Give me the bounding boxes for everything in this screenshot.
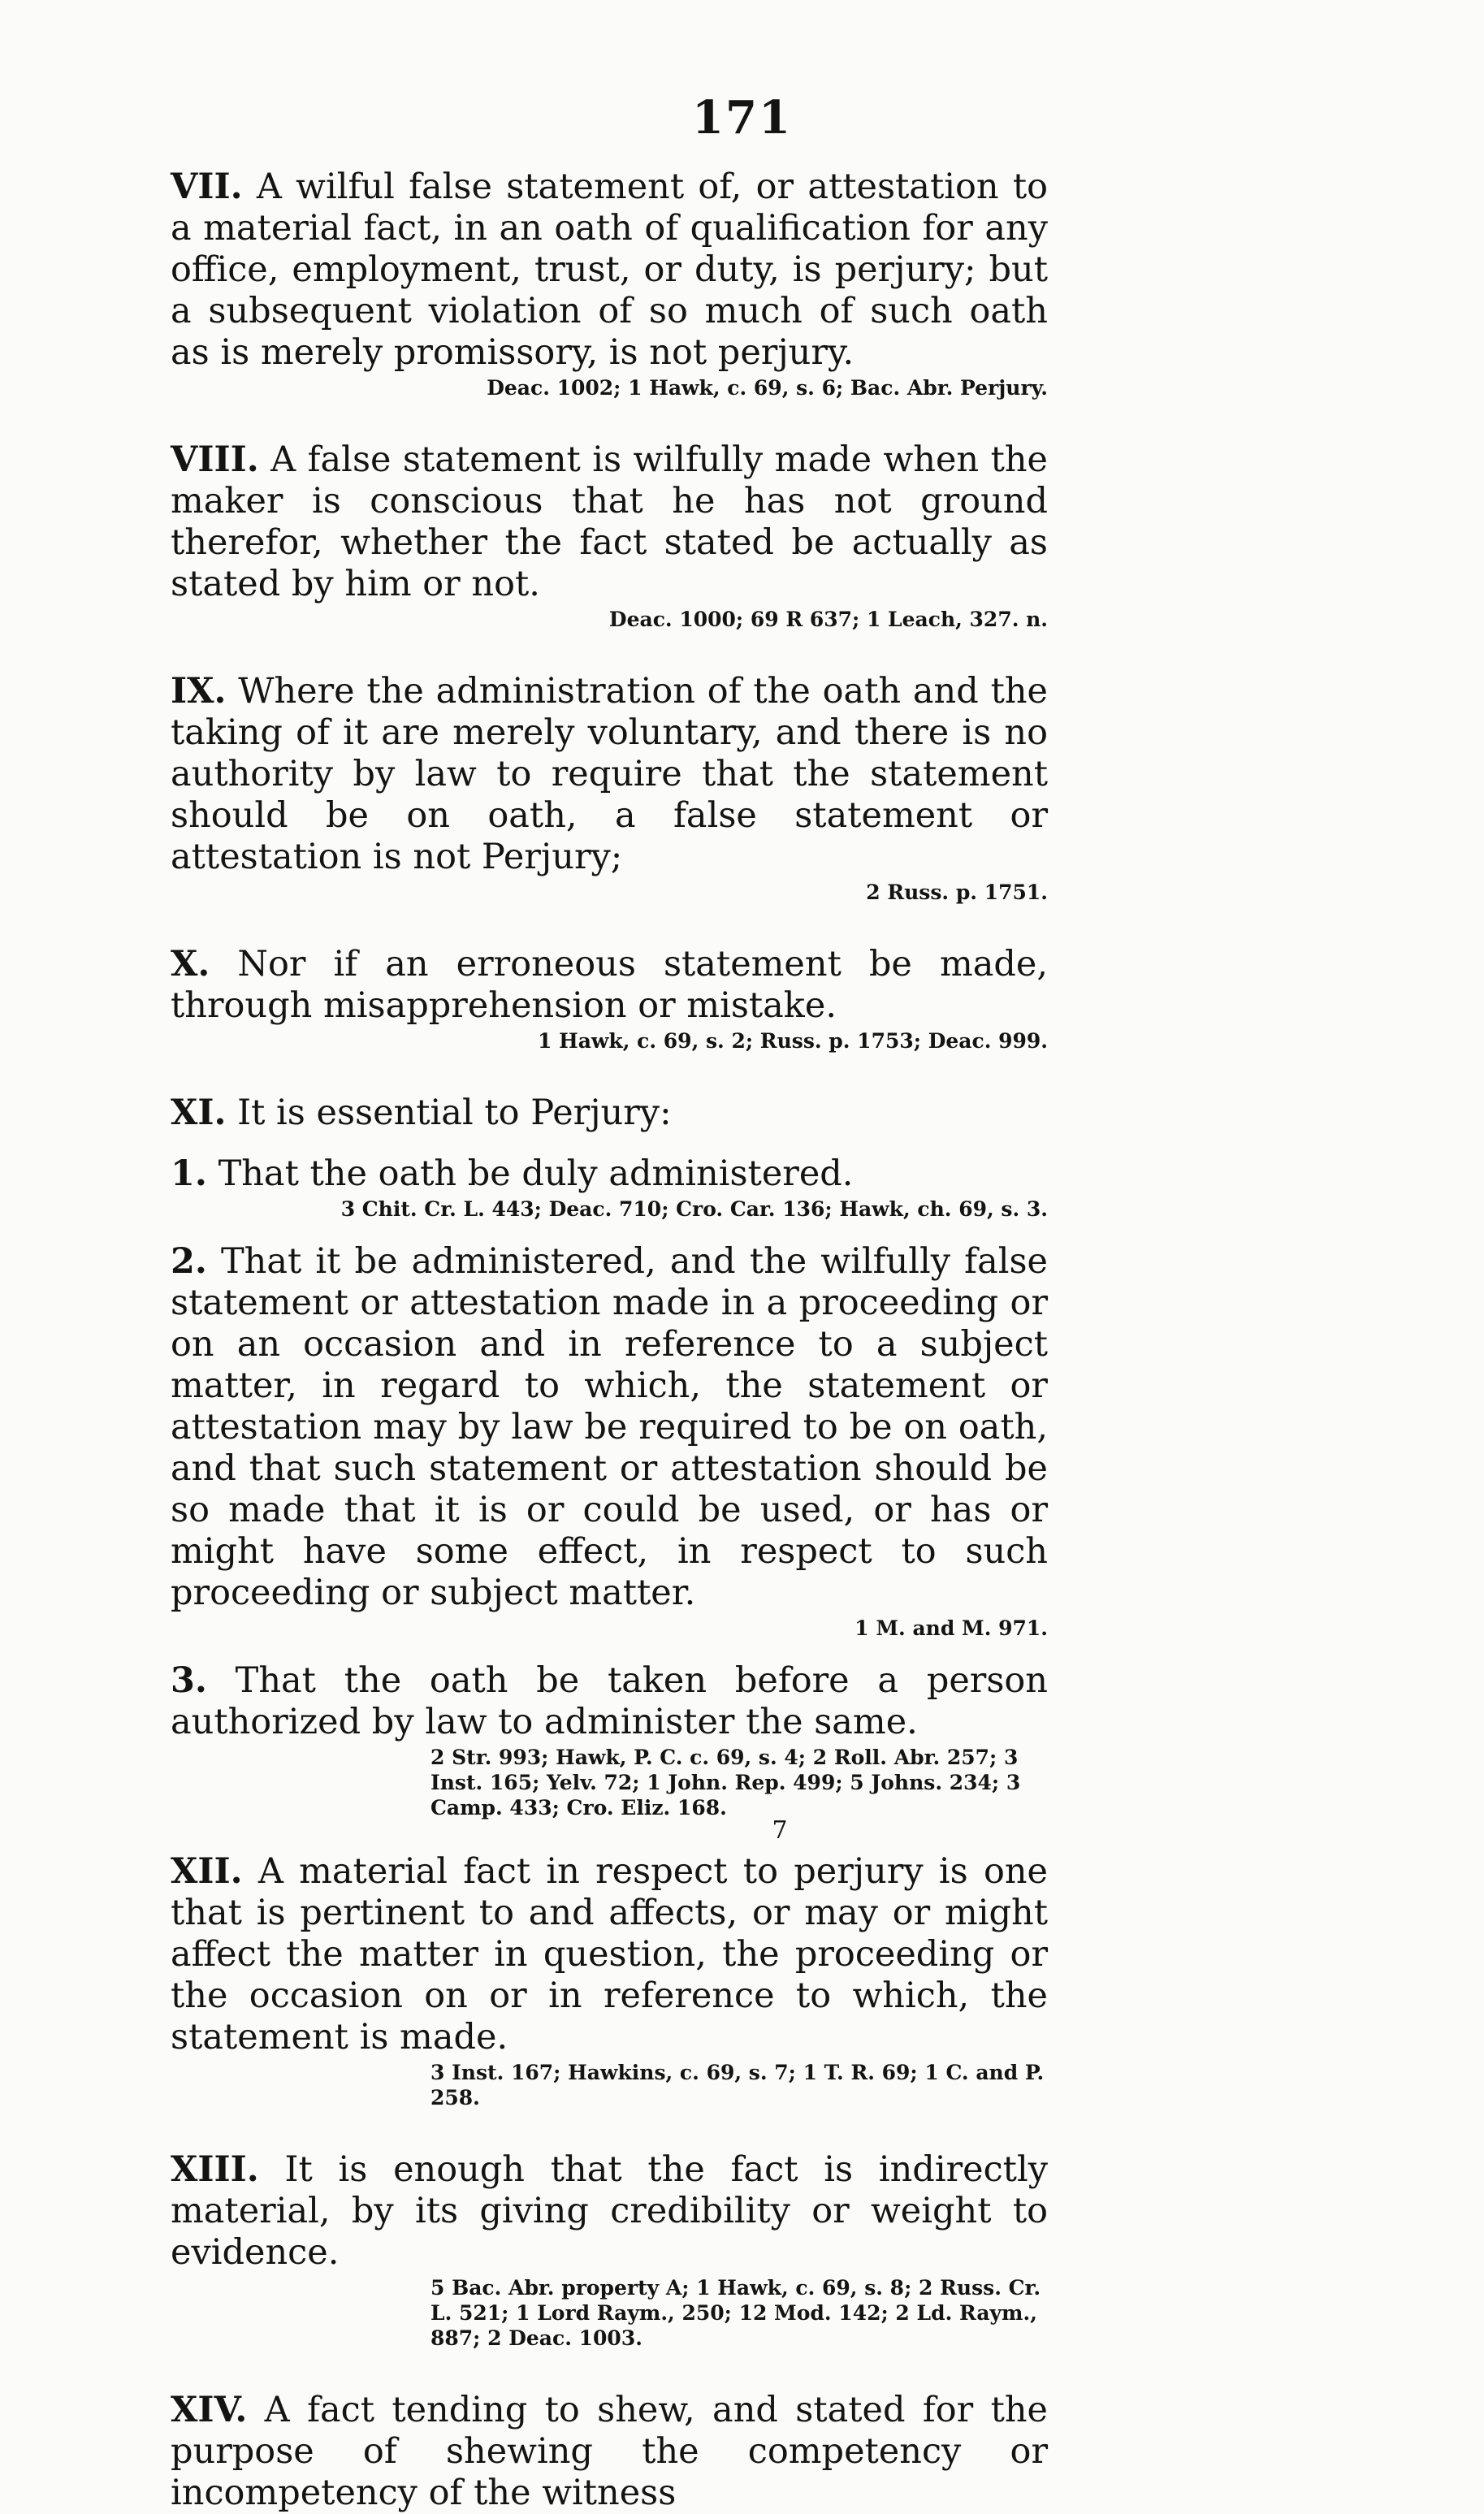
section-number: XI. — [171, 1093, 227, 1133]
citation: 1 M. and M. 971. — [854, 1616, 1048, 1640]
citation: 3 Inst. 167; Hawkins, c. 69, s. 7; 1 T. R. 69; 1 C. and P. 258. — [430, 2061, 1045, 2109]
section-number: VIII. — [171, 439, 259, 480]
section-text: A fact tending to shew, and stated for the purpose of shewing the competency or incompetency of the witness — [171, 2390, 1048, 2513]
page-body — [171, 167, 1048, 2514]
section-xii — [171, 1851, 1048, 2058]
section-text: It is enough that the fact is indirectly material, by its giving credibility or weight to evidence. — [171, 2149, 1048, 2273]
clause-number: 1. — [171, 1153, 207, 1194]
section-x — [171, 944, 1048, 1027]
section-number: XII. — [171, 1851, 243, 1892]
section-xi — [171, 1093, 1048, 1134]
section-number: X. — [171, 944, 210, 984]
citation: 1 Hawk, c. 69, s. 2; Russ. p. 1753; Deac. 999. — [537, 1029, 1048, 1053]
section-text: A wilful false statement of, or attestation to a material fact, in an oath of qualification for any office, employment, trust, or duty, is perjury; but a subsequent violation of so much of such oath as is merely promissory, is not perjury. — [171, 167, 1049, 373]
clause-2 — [171, 1241, 1048, 1614]
section-text: Where the administration of the oath and the taking of it are merely voluntary, and there is no authority by law to require that the statement should be on oath, a false statement or attestation is not Perjury; — [171, 671, 1048, 877]
section-xiii — [171, 2149, 1048, 2274]
clause-1 — [171, 1153, 1048, 1195]
section-text: Nor if an erroneous statement be made, through misapprehension or mistake. — [171, 944, 1048, 1026]
citation: Deac. 1000; 69 R 637; 1 Leach, 327. n. — [608, 608, 1048, 631]
clause-3 — [171, 1660, 1048, 1743]
section-number: IX. — [171, 671, 227, 712]
clause-number: 2. — [171, 1241, 207, 1282]
section-vii — [171, 167, 1048, 374]
citation: 2 Str. 993; Hawk, P. C. c. 69, s. 4; 2 Roll. Abr. 257; 3 Inst. 165; Yelv. 72; 1 John. Rep. 499; 5 Johns. 234; 3 Camp. 433; Cro. Eliz. 168. — [430, 1746, 1021, 1820]
marginal-mark: 7 — [772, 1816, 788, 1845]
citation: 3 Chit. Cr. L. 443; Deac. 710; Cro. Car. 136; Hawk, ch. 69, s. 3. — [340, 1197, 1048, 1221]
section-text: A false statement is wilfully made when the maker is conscious that he has not ground therefor, whether the fact stated be actually as stated by him or not. — [171, 439, 1048, 604]
section-number: VII. — [171, 167, 243, 207]
section-number: XIII. — [171, 2149, 259, 2190]
clause-text: That the oath be duly administered. — [218, 1153, 854, 1194]
section-text: A material fact in respect to perjury is one that is pertinent to and affects, or may or might affect the matter in question, the proceeding or the occasion on or in reference to which, the statement is made. — [171, 1851, 1048, 2057]
clause-text: That it be administered, and the wilfully false statement or attestation made in a proceeding or on an occasion and in reference to a subject matter, in regard to which, the statement or attestation may by law be required to be on oath, and that such statement or attestation should be so made that it is or could be used, or has or might have some effect, in respect to such proceeding or subject matter. — [171, 1241, 1048, 1613]
citation: 5 Bac. Abr. property A; 1 Hawk, c. 69, s. 8; 2 Russ. Cr. L. 521; 1 Lord Raym., 250; 12 Mod. 142; 2 Ld. Raym., 887; 2 Deac. 1003. — [430, 2276, 1041, 2350]
section-number: XIV. — [171, 2390, 248, 2430]
section-ix — [171, 671, 1048, 878]
section-text: It is essential to Perjury: — [237, 1093, 672, 1133]
section-xiv — [171, 2390, 1048, 2514]
citation: Deac. 1002; 1 Hawk, c. 69, s. 6; Bac. Abr. Perjury. — [487, 376, 1048, 400]
citation: 2 Russ. p. 1751. — [866, 881, 1048, 904]
clause-number: 3. — [171, 1660, 207, 1701]
page-number: 171 — [692, 91, 792, 145]
section-viii — [171, 439, 1048, 605]
clause-text: That the oath be taken before a person authorized by law to administer the same. — [171, 1660, 1048, 1742]
